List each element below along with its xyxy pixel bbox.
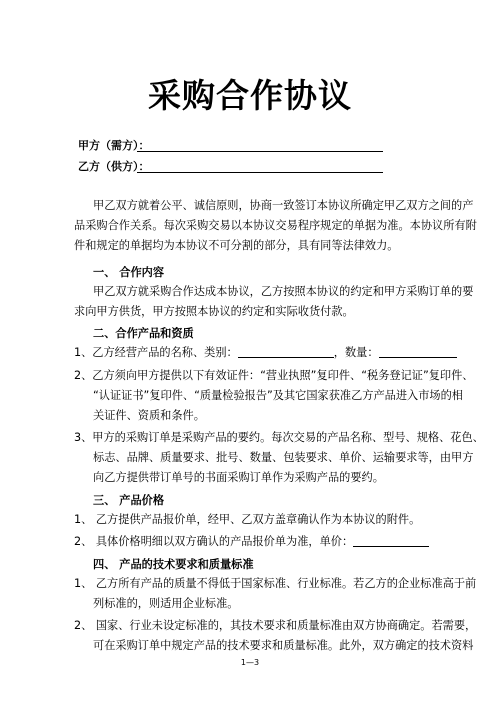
body-line: 3、甲方的采购订单是采购产品的要约。每次交易的产品名称、型号、规格、花色、 [74, 431, 484, 444]
product-category-row [74, 343, 457, 363]
party-b-label: 乙方（供方）： [78, 160, 150, 173]
body-line: 1、 乙方提供产品报价单，经甲、乙双方盖章确认作为本协议的附件。 [74, 513, 421, 526]
section-heading: 一、 合作内容 [93, 266, 165, 279]
party-b-row [78, 158, 150, 174]
intro-line: 品采购合作关系。每次采购交易以本协议交易程序规定的单据为准。本协议所有附 [74, 219, 477, 232]
body-line: “认证证书”复印件、“质量检验报告”及其它国家获准乙方产品进入市场的相 [93, 389, 463, 402]
section-heading: 四、 产品的技术要求和质量标准 [93, 558, 254, 571]
body-line: 可在采购订单中规定产品的技术要求和质量标准。此外，双方确定的技术资料 [93, 639, 474, 652]
party-a-blank [137, 151, 383, 152]
body-line: 向乙方提供带订单号的书面采购订单作为采购产品的要约。 [93, 471, 384, 484]
body-line: 求向甲方供货，甲方按照本协议的约定和实际收货付款。 [74, 305, 354, 318]
unit-price-label: 2、 具体价格明细以双方确认的产品报价单为准，单价： [74, 535, 354, 548]
body-line: 2、 国家、行业未设定标准的，其技术要求和质量标准由双方协商确定。若需要， [74, 619, 477, 632]
body-line: 列标准的，则适用企业标准。 [93, 597, 239, 610]
body-line: 1、 乙方所有产品的质量不得低于国家标准、行业标准。若乙方的企业标准高于前 [74, 577, 477, 590]
section-heading: 三、 产品价格 [93, 494, 165, 507]
body-line: 关证件、资质和条件。 [93, 409, 205, 422]
body-line: 甲乙双方就采购合作达成本协议，乙方按照本协议的约定和甲方采购订单的要 [93, 285, 474, 298]
intro-line: 甲乙双方就着公平、诚信原则，协商一致签订本协议所确定甲乙双方之间的产 [93, 199, 474, 212]
party-a-label: 甲方（需方）： [78, 139, 150, 152]
unit-price-row [74, 532, 429, 552]
section-heading: 二、合作产品和资质 [93, 327, 194, 340]
body-line: 标志、品牌、质量要求、批号、数量、包装要求、单价、运输要求等，由甲方 [93, 451, 474, 464]
quantity-blank [379, 345, 457, 358]
product-category-label: 1、乙方经营产品的名称、类别： [74, 346, 238, 359]
party-a-row [78, 137, 150, 153]
intro-line: 件和规定的单据均为本协议不可分割的部分，具有同等法律效力。 [74, 239, 399, 252]
document-title: 采购合作协议 [148, 76, 352, 115]
quantity-label: ，数量： [333, 346, 379, 359]
body-line: 2、乙方须向甲方提供以下有效证件：“营业执照”复印件、“税务登记证”复印件、 [74, 369, 474, 382]
product-category-blank [238, 345, 334, 358]
party-b-blank [137, 172, 383, 173]
unit-price-blank [353, 534, 429, 547]
page-number: 1—3 [240, 658, 260, 667]
